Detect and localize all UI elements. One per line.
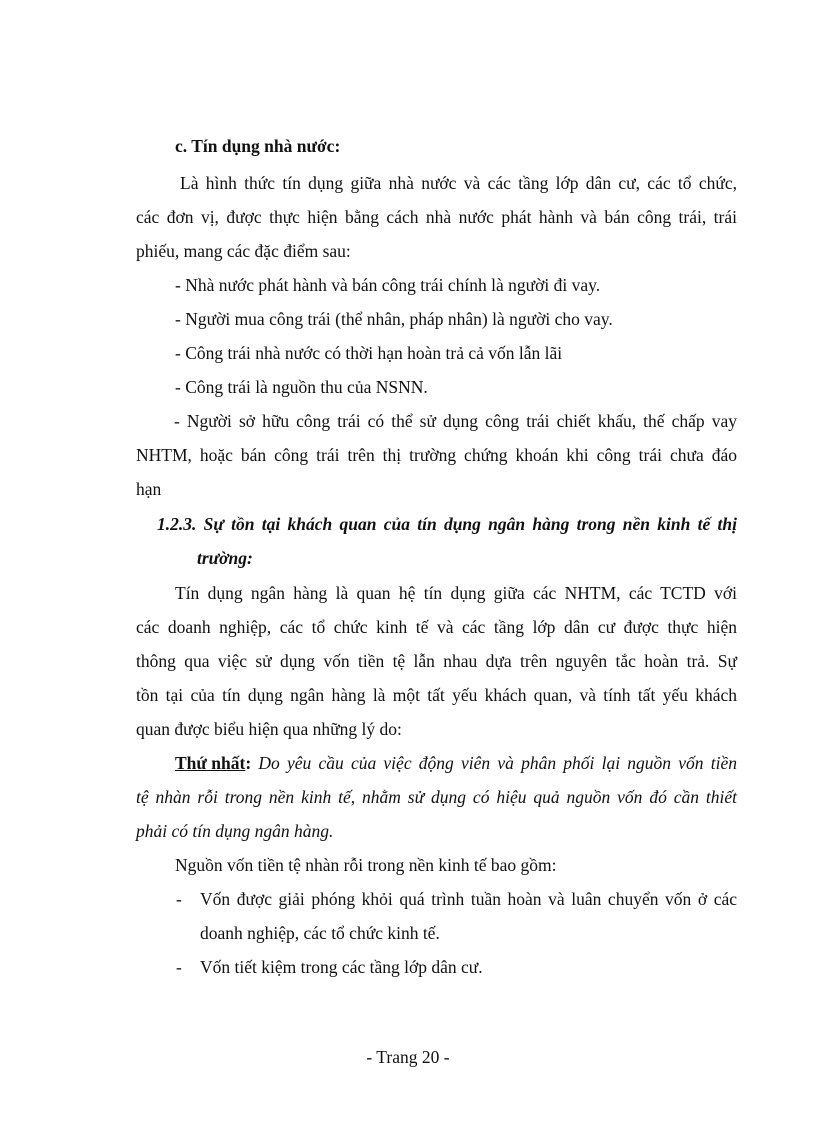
first-reason-line bbox=[175, 752, 737, 774]
intro-line-2: các đơn vị, được thực hiện bằng cách nhà nước phát hành và bán công trái, trái bbox=[136, 207, 737, 227]
dash-marker: - bbox=[176, 889, 182, 909]
list-item: - Người sở hữu công trái có thể sử dụng công trái chiết khấu, thế chấp vay bbox=[174, 411, 737, 431]
intro-line-1: Là hình thức tín dụng giữa nhà nước và các tầng lớp dân cư, các tổ chức, bbox=[180, 173, 737, 193]
dash-marker: - bbox=[176, 957, 182, 977]
list-item: - Công trái nhà nước có thời hạn hoàn trả cả vốn lẫn lãi bbox=[175, 343, 563, 363]
paragraph-line: quan được biểu hiện qua những lý do: bbox=[136, 719, 402, 739]
list-item: Vốn tiết kiệm trong các tầng lớp dân cư. bbox=[200, 957, 483, 977]
first-reason-text: phải có tín dụng ngân hàng. bbox=[136, 821, 334, 841]
list-item-continuation: hạn bbox=[136, 479, 162, 499]
list-item: - Người mua công trái (thể nhân, pháp nhân) là người cho vay. bbox=[175, 309, 613, 329]
section-c-heading: c. Tín dụng nhà nước: bbox=[175, 136, 341, 156]
paragraph-line: thông qua việc sử dụng vốn tiền tệ lẫn nhau dựa trên nguyên tắc hoàn trả. Sự bbox=[136, 651, 737, 671]
first-reason-colon: : bbox=[245, 753, 252, 773]
section-1-2-3-heading-cont: trường: bbox=[197, 548, 253, 568]
section-1-2-3-heading: 1.2.3. Sự tồn tại khách quan của tín dụng ngân hàng trong nền kinh tế thị bbox=[157, 514, 737, 534]
list-item: Vốn được giải phóng khỏi quá trình tuần hoàn và luân chuyển vốn ở các bbox=[200, 889, 737, 909]
list-item: - Công trái là nguồn thu của NSNN. bbox=[175, 377, 428, 397]
list-item-continuation: NHTM, hoặc bán công trái trên thị trường chứng khoán khi công trái chưa đáo bbox=[136, 445, 737, 465]
paragraph-line: các doanh nghiệp, các tổ chức kinh tế và các tầng lớp dân cư được thực hiện bbox=[136, 617, 737, 637]
paragraph-line: tồn tại của tín dụng ngân hàng là một tất yếu khách quan, và tính tất yếu khách bbox=[136, 685, 737, 705]
page-number: - Trang 20 - bbox=[366, 1047, 450, 1067]
intro-line-3: phiếu, mang các đặc điểm sau: bbox=[136, 241, 351, 261]
first-reason-text: Do yêu cầu của việc động viên và phân phối lại nguồn vốn tiền bbox=[251, 753, 737, 773]
first-reason-text: tệ nhàn rỗi trong nền kinh tế, nhằm sử dụng có hiệu quả nguồn vốn đó cần thiết bbox=[136, 787, 737, 807]
idle-sources-intro: Nguồn vốn tiền tệ nhàn rỗi trong nền kinh tế bao gồm: bbox=[175, 855, 557, 875]
first-reason-label: Thứ nhất bbox=[175, 753, 246, 773]
paragraph-line: Tín dụng ngân hàng là quan hệ tín dụng giữa các NHTM, các TCTD với bbox=[175, 583, 737, 603]
list-item-continuation: doanh nghiệp, các tổ chức kinh tế. bbox=[200, 923, 440, 943]
list-item: - Nhà nước phát hành và bán công trái chính là người đi vay. bbox=[175, 275, 601, 295]
